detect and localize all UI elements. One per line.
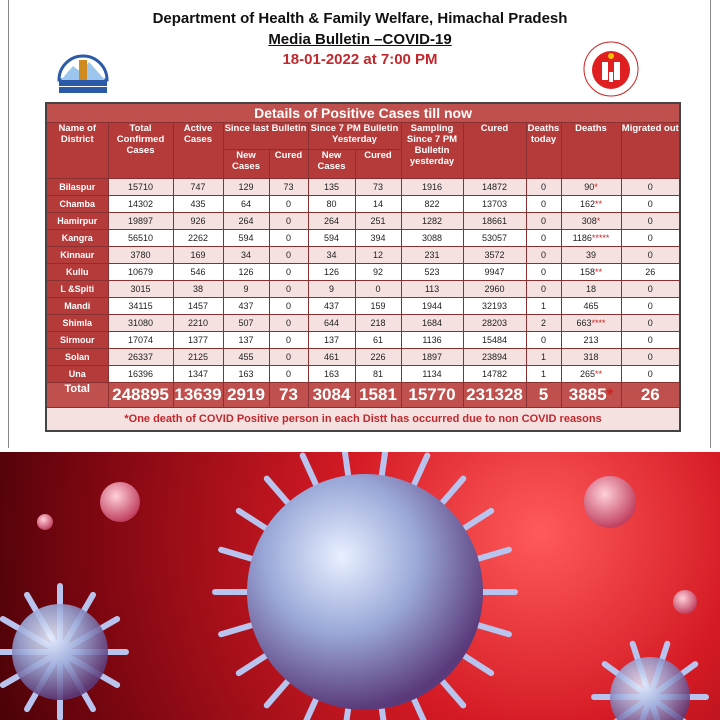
cell-cured: 18661 (463, 213, 526, 230)
table-row (46, 315, 680, 332)
cell-district: Mandi (46, 298, 108, 315)
cell-deaths-today: 0 (526, 179, 561, 196)
col-sampling: Sampling Since 7 PM Bulletin yesterday (401, 123, 463, 179)
table-row (46, 281, 680, 298)
cell-total: 3780 (108, 247, 173, 264)
cell-deaths (561, 213, 621, 230)
cell-7pm-cured: 61 (355, 332, 401, 349)
deaths-note-marker: ** (595, 369, 603, 379)
table-row (46, 213, 680, 230)
cell-total: 17074 (108, 332, 173, 349)
cell-7pm-new: 9 (308, 281, 355, 298)
deaths-value: 265 (579, 369, 595, 379)
cell-district: Hamirpur (46, 213, 108, 230)
deaths-value: 213 (583, 335, 599, 345)
cell-total: 15710 (108, 179, 173, 196)
cell-7pm-cured: 0 (355, 281, 401, 298)
cell-sampling: 113 (401, 281, 463, 298)
col-deaths: Deaths (561, 123, 621, 179)
col-since-last: Since last Bulletin (223, 123, 308, 150)
cell-total: 19897 (108, 213, 173, 230)
deaths-note-marker: * (594, 182, 598, 192)
cell-total: 34115 (108, 298, 173, 315)
cell-deaths (561, 179, 621, 196)
cell-last-new: 34 (223, 247, 269, 264)
cell-7pm-new: 461 (308, 349, 355, 366)
col-deaths-today: Deaths today (526, 123, 561, 179)
cell-cured: 3572 (463, 247, 526, 264)
cell-migrated: 0 (621, 298, 680, 315)
cell-deaths-today: 1 (526, 349, 561, 366)
cell-cured: 13703 (463, 196, 526, 213)
col-migrated: Migrated out (621, 123, 680, 179)
cell-active: 1377 (173, 332, 223, 349)
cell-7pm-new: 163 (308, 366, 355, 383)
deaths-value: 158 (579, 267, 595, 277)
cell-last-cured: 0 (269, 315, 308, 332)
cell-district: Bilaspur (46, 179, 108, 196)
col-last-new: New Cases (223, 150, 269, 179)
cell-7pm-new: 126 (308, 264, 355, 281)
cell-total: 10679 (108, 264, 173, 281)
cell-migrated: 26 (621, 264, 680, 281)
cell-district: Sirmour (46, 332, 108, 349)
cell-migrated: 0 (621, 332, 680, 349)
cell-last-cured: 73 (269, 383, 308, 408)
cell-sampling: 1136 (401, 332, 463, 349)
table-row (46, 230, 680, 247)
cell-7pm-cured: 394 (355, 230, 401, 247)
deaths-note-marker: ** (595, 199, 603, 209)
cell-7pm-cured: 159 (355, 298, 401, 315)
cell-cured: 231328 (463, 383, 526, 408)
cell-last-new: 264 (223, 213, 269, 230)
cell-last-cured: 0 (269, 332, 308, 349)
cell-sampling: 3088 (401, 230, 463, 247)
cell-sampling: 1684 (401, 315, 463, 332)
cell-cured: 28203 (463, 315, 526, 332)
cell-7pm-new: 264 (308, 213, 355, 230)
cell-sampling: 1916 (401, 179, 463, 196)
cell-deaths-today: 1 (526, 298, 561, 315)
cell-district: Solan (46, 349, 108, 366)
virus-illustration (0, 452, 720, 720)
cell-cured: 53057 (463, 230, 526, 247)
cell-7pm-new: 437 (308, 298, 355, 315)
cell-deaths (561, 349, 621, 366)
cell-deaths-today: 0 (526, 230, 561, 247)
cell-cured: 32193 (463, 298, 526, 315)
cell-migrated: 0 (621, 349, 680, 366)
table-row (46, 179, 680, 196)
cell-deaths-today: 0 (526, 264, 561, 281)
footnote-row (46, 408, 680, 432)
cell-total: 14302 (108, 196, 173, 213)
cell-deaths (561, 315, 621, 332)
cell-deaths (561, 383, 621, 408)
cell-last-new: 126 (223, 264, 269, 281)
coronavirus-image (0, 452, 720, 720)
footnote: *One death of COVID Positive person in each Distt has occurred due to non COVID reasons (46, 408, 680, 432)
col-district: Name of District (46, 123, 108, 179)
cell-cured: 14782 (463, 366, 526, 383)
cell-migrated: 0 (621, 366, 680, 383)
cell-migrated: 0 (621, 247, 680, 264)
bulletin-datetime: 18-01-2022 at 7:00 PM (282, 51, 438, 68)
cell-last-cured: 0 (269, 264, 308, 281)
deaths-value: 90 (584, 182, 595, 192)
cell-active: 169 (173, 247, 223, 264)
col-last-cured: Cured (269, 150, 308, 179)
cell-cured: 15484 (463, 332, 526, 349)
positive-cases-table (45, 102, 681, 432)
cell-deaths-today: 0 (526, 332, 561, 349)
cell-sampling: 15770 (401, 383, 463, 408)
cell-7pm-cured: 14 (355, 196, 401, 213)
total-row (46, 383, 680, 408)
cell-deaths-today: 0 (526, 196, 561, 213)
cell-district: Chamba (46, 196, 108, 213)
cell-district: Kangra (46, 230, 108, 247)
deaths-value: 318 (583, 352, 599, 362)
table-row (46, 366, 680, 383)
table-row (46, 349, 680, 366)
deaths-value: 18 (585, 284, 596, 294)
cell-cured: 9947 (463, 264, 526, 281)
cell-last-cured: 0 (269, 230, 308, 247)
cell-deaths-today: 0 (526, 213, 561, 230)
cell-active: 2210 (173, 315, 223, 332)
department-title: Department of Health & Family Welfare, Himachal Pradesh (152, 10, 568, 27)
deaths-note-marker: * (596, 216, 601, 226)
cell-district: Total (46, 383, 108, 408)
cell-last-cured: 73 (269, 179, 308, 196)
col-active: Active Cases (173, 123, 223, 179)
cell-deaths-today: 5 (526, 383, 561, 408)
cell-active: 1457 (173, 298, 223, 315)
cell-active: 435 (173, 196, 223, 213)
table-row (46, 332, 680, 349)
cell-active: 13639 (173, 383, 223, 408)
cell-deaths (561, 247, 621, 264)
cell-sampling: 1944 (401, 298, 463, 315)
cell-last-new: 64 (223, 196, 269, 213)
cell-7pm-new: 3084 (308, 383, 355, 408)
cell-deaths-today: 0 (526, 281, 561, 298)
deaths-value: 465 (583, 301, 599, 311)
table-row (46, 298, 680, 315)
cell-migrated: 0 (621, 230, 680, 247)
cell-7pm-new: 34 (308, 247, 355, 264)
col-since-7pm: Since 7 PM Bulletin Yesterday (308, 123, 401, 150)
cell-cured: 23894 (463, 349, 526, 366)
nhm-logo (582, 40, 640, 100)
cell-deaths-today: 1 (526, 366, 561, 383)
col-cured: Cured (463, 123, 526, 179)
cell-7pm-cured: 1581 (355, 383, 401, 408)
col-total: Total Confirmed Cases (108, 123, 173, 179)
deaths-note-marker: ** (595, 267, 603, 277)
cell-7pm-new: 80 (308, 196, 355, 213)
cell-total: 3015 (108, 281, 173, 298)
cell-7pm-cured: 73 (355, 179, 401, 196)
cell-total: 26337 (108, 349, 173, 366)
cell-district: Una (46, 366, 108, 383)
table-row (46, 196, 680, 213)
cell-active: 2262 (173, 230, 223, 247)
cell-deaths (561, 281, 621, 298)
deaths-value: 663 (576, 318, 592, 328)
deaths-value: 39 (585, 250, 596, 260)
cell-deaths (561, 230, 621, 247)
cell-7pm-cured: 81 (355, 366, 401, 383)
cell-7pm-new: 135 (308, 179, 355, 196)
deaths-note-marker: **** (591, 318, 606, 328)
cell-total: 248895 (108, 383, 173, 408)
cell-7pm-cured: 226 (355, 349, 401, 366)
cell-last-cured: 0 (269, 247, 308, 264)
cell-last-new: 137 (223, 332, 269, 349)
cell-deaths (561, 366, 621, 383)
cell-deaths-today: 0 (526, 247, 561, 264)
deaths-value: 162 (579, 199, 595, 209)
cell-migrated: 26 (621, 383, 680, 408)
cell-7pm-cured: 251 (355, 213, 401, 230)
cell-total: 56510 (108, 230, 173, 247)
col-7pm-cured: Cured (355, 150, 401, 179)
cell-last-new: 455 (223, 349, 269, 366)
cell-7pm-cured: 218 (355, 315, 401, 332)
cell-last-cured: 0 (269, 281, 308, 298)
cell-cured: 14872 (463, 179, 526, 196)
cell-last-cured: 0 (269, 366, 308, 383)
cell-deaths (561, 196, 621, 213)
cell-deaths (561, 332, 621, 349)
cell-deaths (561, 298, 621, 315)
cell-district: Kinnaur (46, 247, 108, 264)
cell-last-cured: 0 (269, 349, 308, 366)
cell-district: Kullu (46, 264, 108, 281)
cell-active: 1347 (173, 366, 223, 383)
cell-migrated: 0 (621, 281, 680, 298)
cell-migrated: 0 (621, 179, 680, 196)
cell-sampling: 822 (401, 196, 463, 213)
deaths-note-marker: ***** (591, 233, 610, 243)
cell-district: L &Spiti (46, 281, 108, 298)
deaths-value: 308 (581, 216, 597, 226)
cell-last-new: 594 (223, 230, 269, 247)
cell-last-new: 163 (223, 366, 269, 383)
cell-migrated: 0 (621, 315, 680, 332)
cell-last-cured: 0 (269, 298, 308, 315)
cell-migrated: 0 (621, 213, 680, 230)
cell-7pm-cured: 12 (355, 247, 401, 264)
cell-cured: 2960 (463, 281, 526, 298)
cell-last-new: 2919 (223, 383, 269, 408)
cell-deaths (561, 264, 621, 281)
cell-total: 31080 (108, 315, 173, 332)
cell-total: 16396 (108, 366, 173, 383)
deaths-value: 3885 (568, 385, 607, 404)
cell-deaths-today: 2 (526, 315, 561, 332)
cell-active: 2125 (173, 349, 223, 366)
table-row (46, 264, 680, 281)
bulletin-subtitle: Media Bulletin –COVID-19 (268, 31, 452, 48)
cell-7pm-new: 594 (308, 230, 355, 247)
cell-migrated: 0 (621, 196, 680, 213)
cell-last-new: 129 (223, 179, 269, 196)
table-row (46, 247, 680, 264)
cell-last-cured: 0 (269, 196, 308, 213)
cell-district: Shimla (46, 315, 108, 332)
cell-active: 546 (173, 264, 223, 281)
state-emblem-logo (55, 40, 111, 94)
cell-sampling: 1897 (401, 349, 463, 366)
cell-last-new: 9 (223, 281, 269, 298)
col-7pm-new: New Cases (308, 150, 355, 179)
cell-last-new: 507 (223, 315, 269, 332)
cell-sampling: 231 (401, 247, 463, 264)
cell-last-cured: 0 (269, 213, 308, 230)
table-title: Details of Positive Cases till now (46, 103, 680, 123)
cell-7pm-new: 137 (308, 332, 355, 349)
cell-active: 926 (173, 213, 223, 230)
cell-active: 747 (173, 179, 223, 196)
cell-active: 38 (173, 281, 223, 298)
cell-sampling: 1282 (401, 213, 463, 230)
deaths-value: 1186 (572, 233, 592, 243)
cell-last-new: 437 (223, 298, 269, 315)
cell-sampling: 523 (401, 264, 463, 281)
cell-7pm-cured: 92 (355, 264, 401, 281)
cell-7pm-new: 644 (308, 315, 355, 332)
deaths-note-marker: * (606, 385, 614, 404)
cell-sampling: 1134 (401, 366, 463, 383)
